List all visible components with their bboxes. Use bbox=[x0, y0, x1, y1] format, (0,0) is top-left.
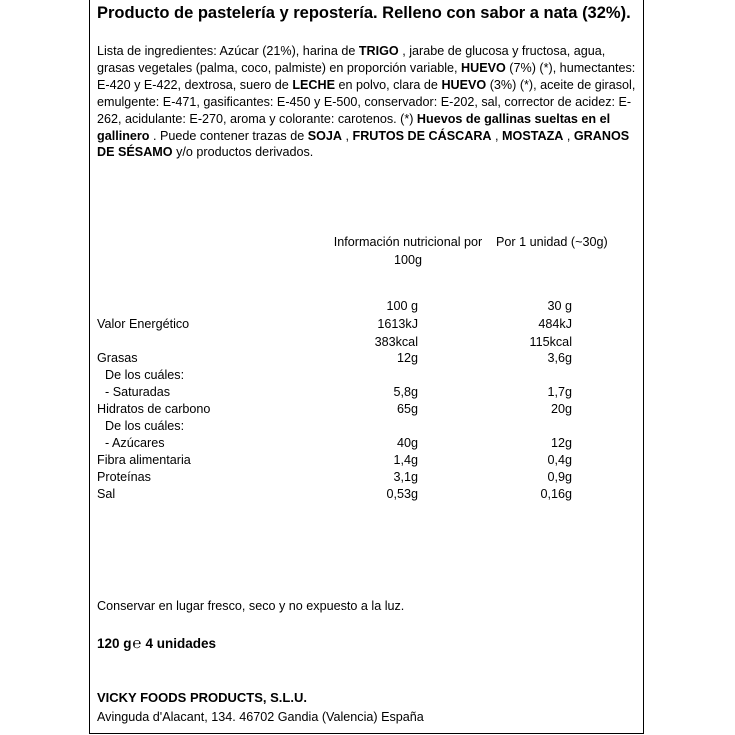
value-per-unit: 3,6g bbox=[547, 351, 572, 365]
nutrient-label: Sal bbox=[97, 487, 116, 501]
ingredient-text: , bbox=[342, 128, 353, 143]
ingredients-list bbox=[97, 43, 642, 161]
value-per-unit: 20g bbox=[550, 402, 572, 416]
allergen-text: TRIGO bbox=[358, 44, 399, 58]
net-weight bbox=[97, 635, 216, 653]
weight-amount: 120 g bbox=[97, 636, 132, 651]
allergen-text: Huevos de gallinas sueltas en el gallinero bbox=[97, 111, 611, 143]
value-per-unit: 0,4g bbox=[547, 453, 572, 467]
nutrient-label: De los cuáles: bbox=[105, 419, 185, 433]
estimated-sign-icon: ℮ bbox=[132, 635, 142, 652]
value-per-unit: 115kcal bbox=[529, 335, 572, 349]
allergen-text: LECHE bbox=[292, 77, 336, 92]
value-per-100g: 12g bbox=[396, 351, 418, 365]
value-per-100g: 383kcal bbox=[374, 335, 418, 349]
allergen-text: FRUTOS DE CÁSCARA bbox=[352, 128, 492, 143]
nutrition-row bbox=[0, 298, 735, 315]
value-per-100g: 65g bbox=[396, 402, 418, 416]
allergen-text: HUEVO bbox=[441, 77, 487, 92]
ingredient-text: en polvo, clara de bbox=[335, 77, 442, 92]
nutrition-row bbox=[0, 401, 735, 418]
allergen-text: SOJA bbox=[307, 128, 343, 143]
ingredient-text: , bbox=[563, 128, 574, 143]
value-per-unit: 484kJ bbox=[538, 317, 572, 331]
nutrient-label: Grasas bbox=[97, 351, 138, 365]
company-name: VICKY FOODS PRODUCTS, S.L.U. bbox=[97, 690, 307, 705]
ingredient-text: y/o productos derivados. bbox=[172, 145, 314, 160]
allergen-text: GRANOS DE SÉSAMO bbox=[97, 128, 630, 160]
company-address: Avinguda d'Alacant, 134. 46702 Gandia (Valencia) España bbox=[97, 710, 424, 724]
value-per-unit: 1,7g bbox=[547, 385, 572, 399]
value-per-100g: 1613kJ bbox=[377, 317, 418, 331]
ingredient-text: (3%) (*), aceite de girasol, emulgente: E-471, gasificantes: E-450 y E-500, conservador: E-202, sal, corrector de acidez: E-262, acidulante: E-270, aroma y colorante: carotenos. (*) bbox=[97, 77, 636, 126]
nutrition-row bbox=[0, 469, 735, 486]
allergen-text: HUEVO bbox=[461, 60, 506, 75]
value-per-100g: 100 g bbox=[386, 299, 418, 313]
nutrition-row bbox=[0, 418, 735, 435]
value-per-100g: 40g bbox=[396, 436, 418, 450]
value-per-unit: 0,16g bbox=[540, 487, 572, 501]
ingredient-text: , jarabe de glucosa y fructosa, agua, grasas vegetales (palma, coco, palmiste) en proporción variable, bbox=[97, 44, 606, 75]
nutrition-header-per-unit: Por 1 unidad (~30g) bbox=[496, 235, 608, 249]
allergen-text: MOSTAZA bbox=[502, 128, 564, 143]
nutrition-row bbox=[0, 384, 735, 401]
value-per-100g: 1,4g bbox=[393, 453, 418, 467]
value-per-100g: 5,8g bbox=[393, 385, 418, 399]
nutrient-label: - Saturadas bbox=[105, 385, 171, 399]
nutrition-row bbox=[0, 367, 735, 384]
unit-count: 4 unidades bbox=[145, 636, 217, 651]
nutrition-row bbox=[0, 486, 735, 503]
nutrition-row bbox=[0, 452, 735, 469]
nutrition-row bbox=[0, 316, 735, 333]
product-title: Producto de pastelería y repostería. Relleno con sabor a nata (32%). bbox=[97, 4, 631, 22]
ingredient-text: Lista de ingredientes: Azúcar (21%), harina de bbox=[97, 44, 359, 58]
value-per-unit: 12g bbox=[550, 436, 572, 450]
value-per-unit: 30 g bbox=[547, 299, 572, 313]
nutrient-label: - Azúcares bbox=[105, 436, 165, 450]
nutrient-label: Proteínas bbox=[97, 470, 151, 484]
nutrition-header-per-100g: Información nutricional por 100g bbox=[333, 235, 483, 267]
value-per-100g: 3,1g bbox=[393, 470, 418, 484]
nutrient-label: Hidratos de carbono bbox=[97, 402, 211, 416]
value-per-unit: 0,9g bbox=[547, 470, 572, 484]
ingredient-text: , bbox=[491, 128, 503, 143]
nutrient-label: De los cuáles: bbox=[105, 368, 185, 382]
nutrition-row bbox=[0, 350, 735, 367]
ingredient-text: . Puede contener trazas de bbox=[149, 128, 308, 143]
nutrition-row bbox=[0, 435, 735, 452]
nutrient-label: Valor Energético bbox=[97, 317, 190, 331]
ingredient-text: (7%) (*), humectantes: E-420 y E-422, dextrosa, suero de bbox=[97, 60, 636, 92]
nutrition-row bbox=[0, 334, 735, 351]
value-per-100g: 0,53g bbox=[386, 487, 418, 501]
storage-instructions: Conservar en lugar fresco, seco y no expuesto a la luz. bbox=[97, 599, 405, 613]
nutrient-label: Fibra alimentaria bbox=[97, 453, 191, 467]
